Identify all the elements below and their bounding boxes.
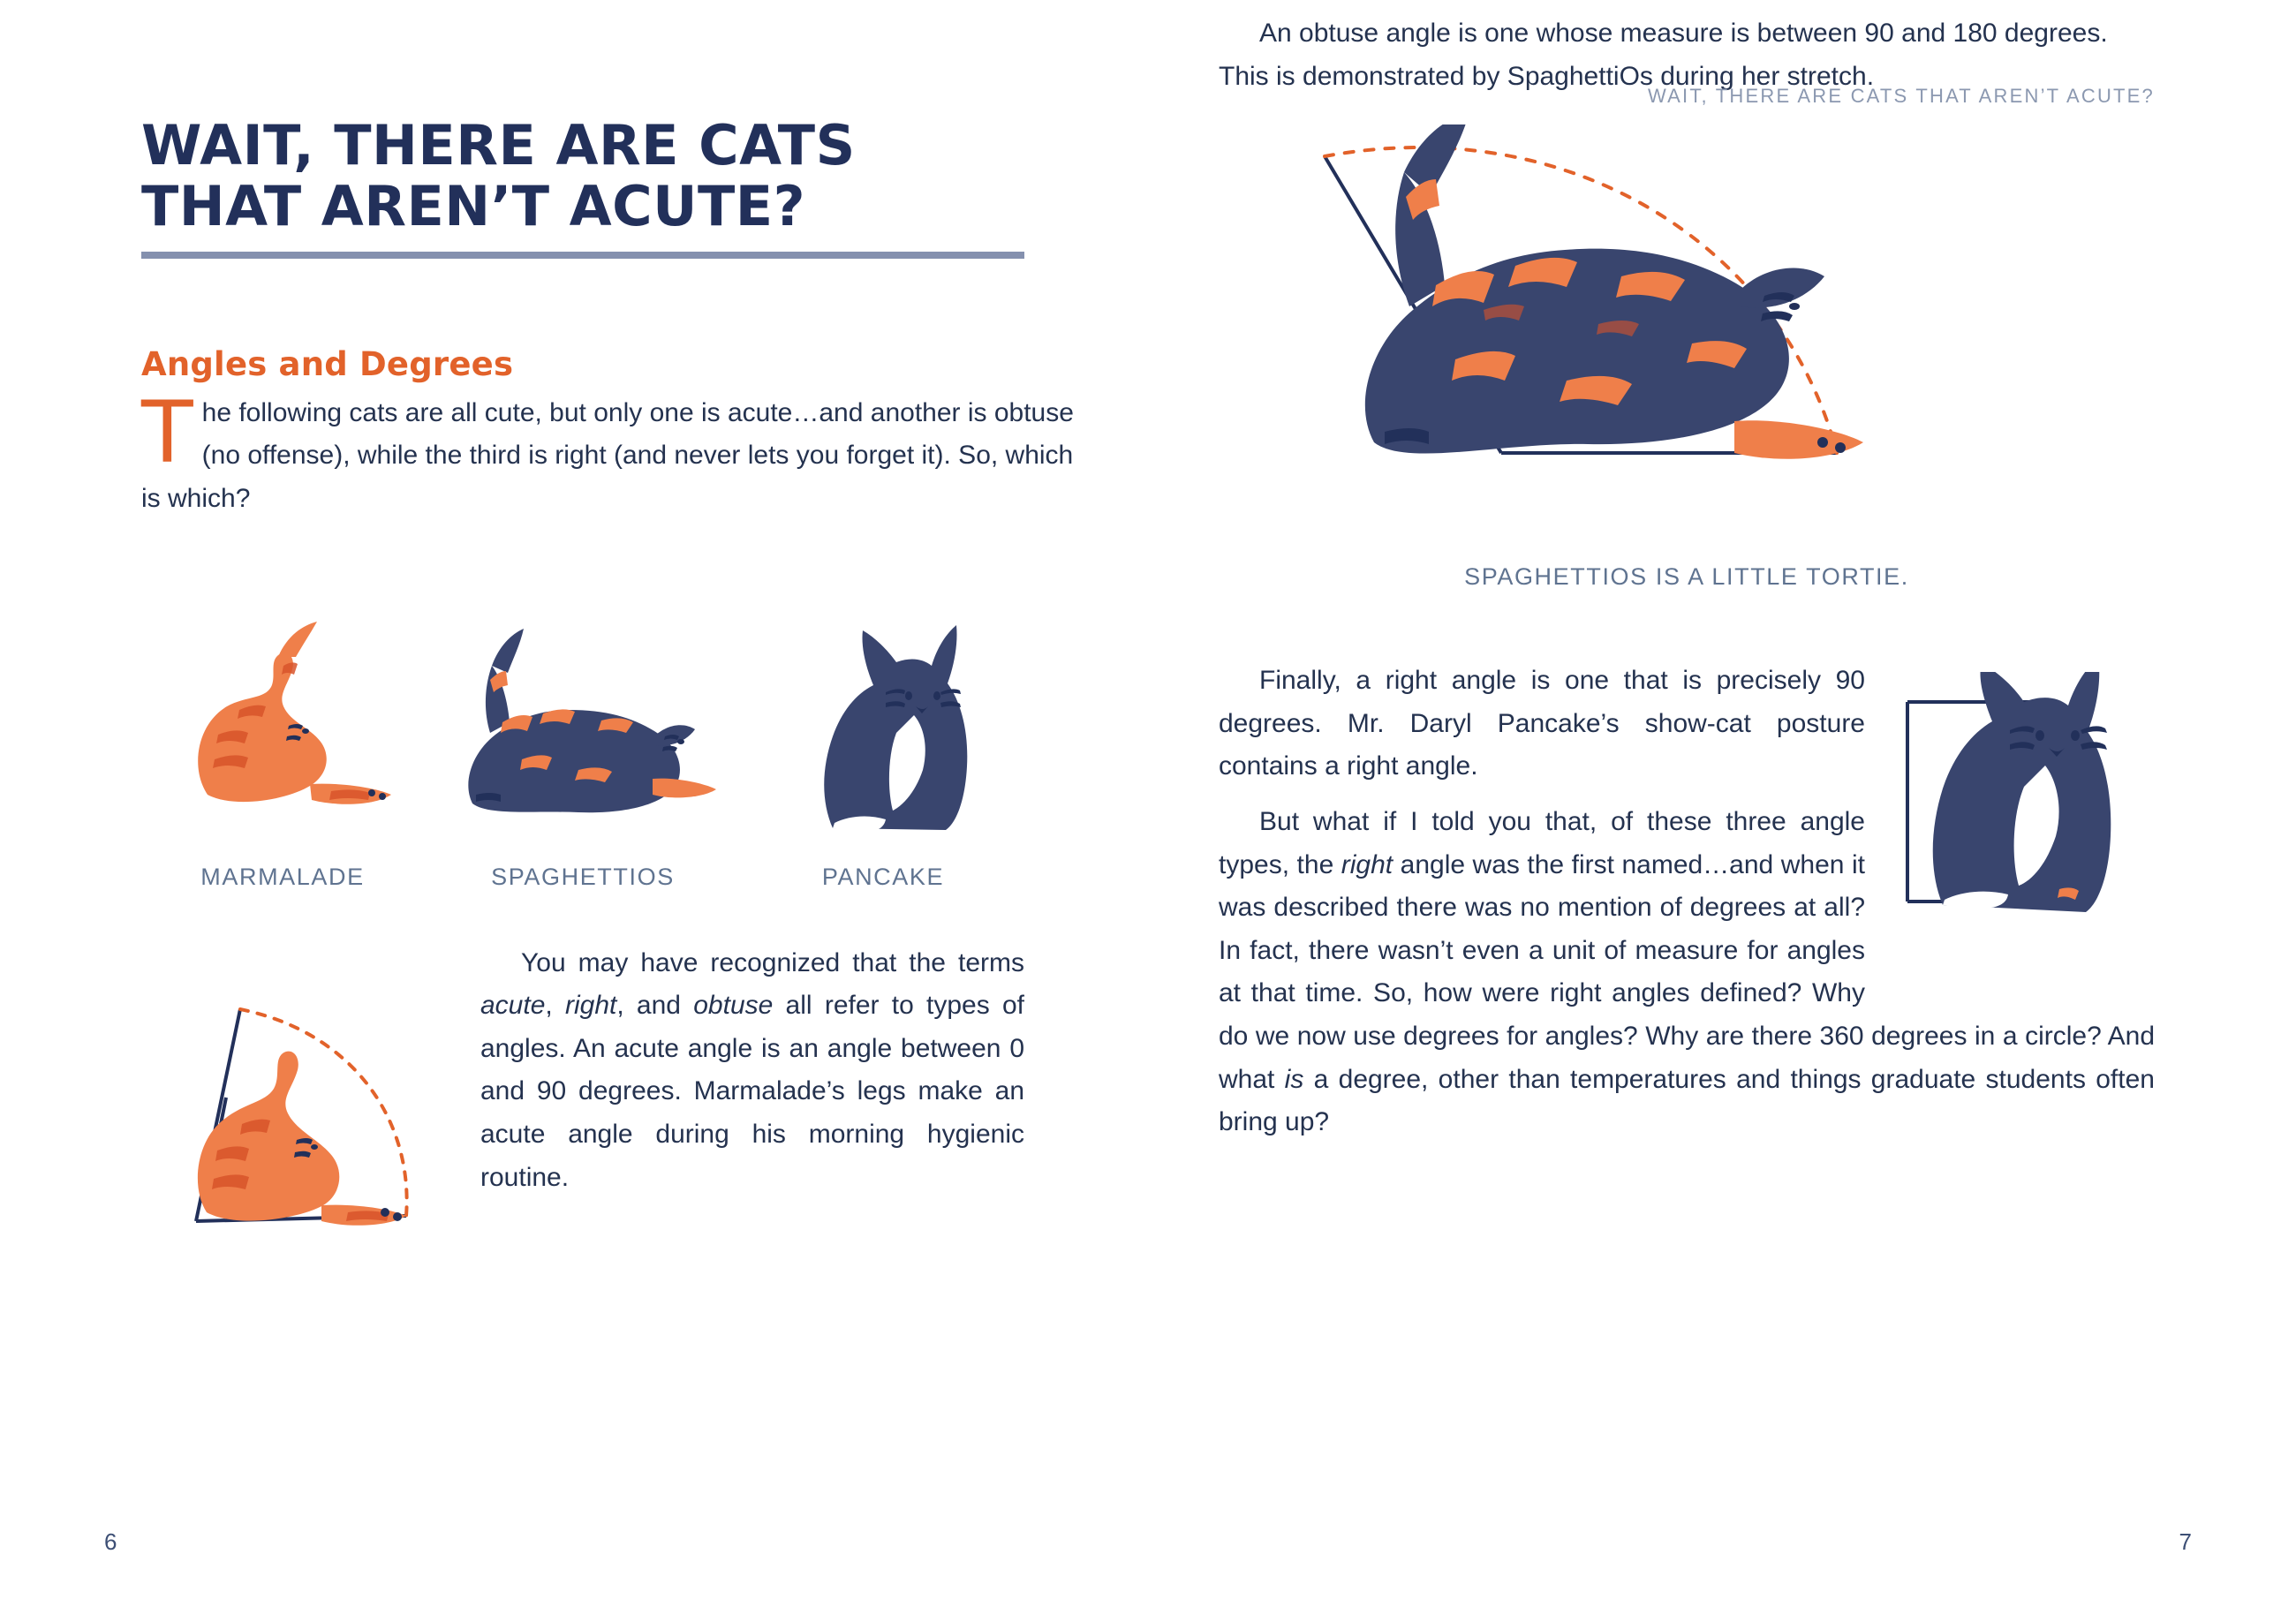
- intro-paragraph: [141, 382, 1077, 521]
- ginger-cat-grooming-icon: [155, 618, 411, 839]
- obtuse-figure-caption: SPAGHETTIOS IS A LITTLE TORTIE.: [1464, 563, 1909, 591]
- closing-term-right: right: [1341, 849, 1393, 879]
- acute-angle-section: [141, 942, 1024, 1256]
- intro-paragraph-text: he following cats are all cute, but only one is acute…and another is obtuse (no offense), while the third is right (and never lets you forget it). So, which is which?: [141, 397, 1074, 514]
- cat-illustration-row: [141, 618, 1024, 891]
- page-number-left: 6: [104, 1528, 117, 1555]
- page-title-line-1: WAIT, THERE ARE CATS: [141, 113, 856, 177]
- acute-para-part-4: all refer to types of angles. An acute angle is an angle between 0 and 90 degrees. Marmalade’s legs make an acute angle during his morning hygienic routine.: [480, 991, 1024, 1192]
- section-heading: Angles and Degrees: [141, 344, 514, 383]
- acute-para-part-1: You may have recognized that the terms: [521, 947, 1024, 977]
- cat-figure-pancake: [742, 618, 1024, 891]
- closing-part-3: a degree, other than temperatures and things graduate students often bring up?: [1219, 1064, 2155, 1137]
- acute-para-part-3: , and: [616, 991, 694, 1021]
- acute-para-part-2: ,: [545, 991, 565, 1021]
- closing-term-is: is: [1284, 1064, 1304, 1094]
- obtuse-angle-figure: [1219, 124, 2155, 544]
- acute-term-acute: acute: [480, 991, 546, 1021]
- cat-caption-marmalade: MARMALADE: [200, 863, 365, 890]
- title-underline-rule: [141, 252, 1024, 259]
- acute-term-obtuse: obtuse: [693, 991, 774, 1021]
- closing-part-2: angle was the first named…and when it was described there was no mention of degrees at all? In fact, there wasn’t even a unit of measure for angles at that time. So, how were right angles defined? Why do we now use degrees for angles? Why are there 360 degrees in a circle? And what: [1219, 849, 2155, 1094]
- cat-figure-marmalade: [141, 618, 424, 891]
- pancake-right-angle-diagram-icon: [1890, 672, 2155, 963]
- page-title: [141, 115, 1077, 238]
- cat-figure-spaghettios: [442, 618, 724, 891]
- acute-term-right: right: [564, 991, 617, 1021]
- tortie-cat-stretching-icon: [437, 618, 729, 839]
- right-angle-section: [1219, 660, 2155, 1144]
- running-head: WAIT, THERE ARE CATS THAT AREN’T ACUTE?: [1648, 85, 2155, 107]
- right-angle-figure: [1890, 672, 2155, 968]
- marmalade-acute-angle-diagram-icon: [141, 951, 459, 1251]
- drop-cap-letter: T: [141, 382, 193, 482]
- cat-caption-pancake: PANCAKE: [821, 863, 945, 890]
- page-number-right: 7: [2179, 1528, 2192, 1555]
- cat-caption-spaghettios: SPAGHETTIOS: [491, 863, 675, 890]
- spaghettios-obtuse-angle-diagram-icon: [1219, 124, 2155, 539]
- page-title-line-2: THAT AREN’T ACUTE?: [141, 174, 806, 239]
- title-block: [141, 115, 1077, 259]
- dark-blue-cat-sitting-icon: [782, 618, 985, 839]
- right-angle-paragraph: Finally, a right angle is one that is precisely 90 degrees. Mr. Daryl Pancake’s show-cat posture contains a right angle.: [1219, 666, 1865, 781]
- obtuse-paragraph: An obtuse angle is one whose measure is between 90 and 180 degrees. This is demonstrated by SpaghettiOs during her stretch.: [1219, 19, 2108, 91]
- closing-part-1: But what if I told you that, of these three angle types, the: [1219, 806, 1865, 879]
- acute-angle-figure: [141, 951, 459, 1256]
- right-page: [1148, 0, 2296, 1607]
